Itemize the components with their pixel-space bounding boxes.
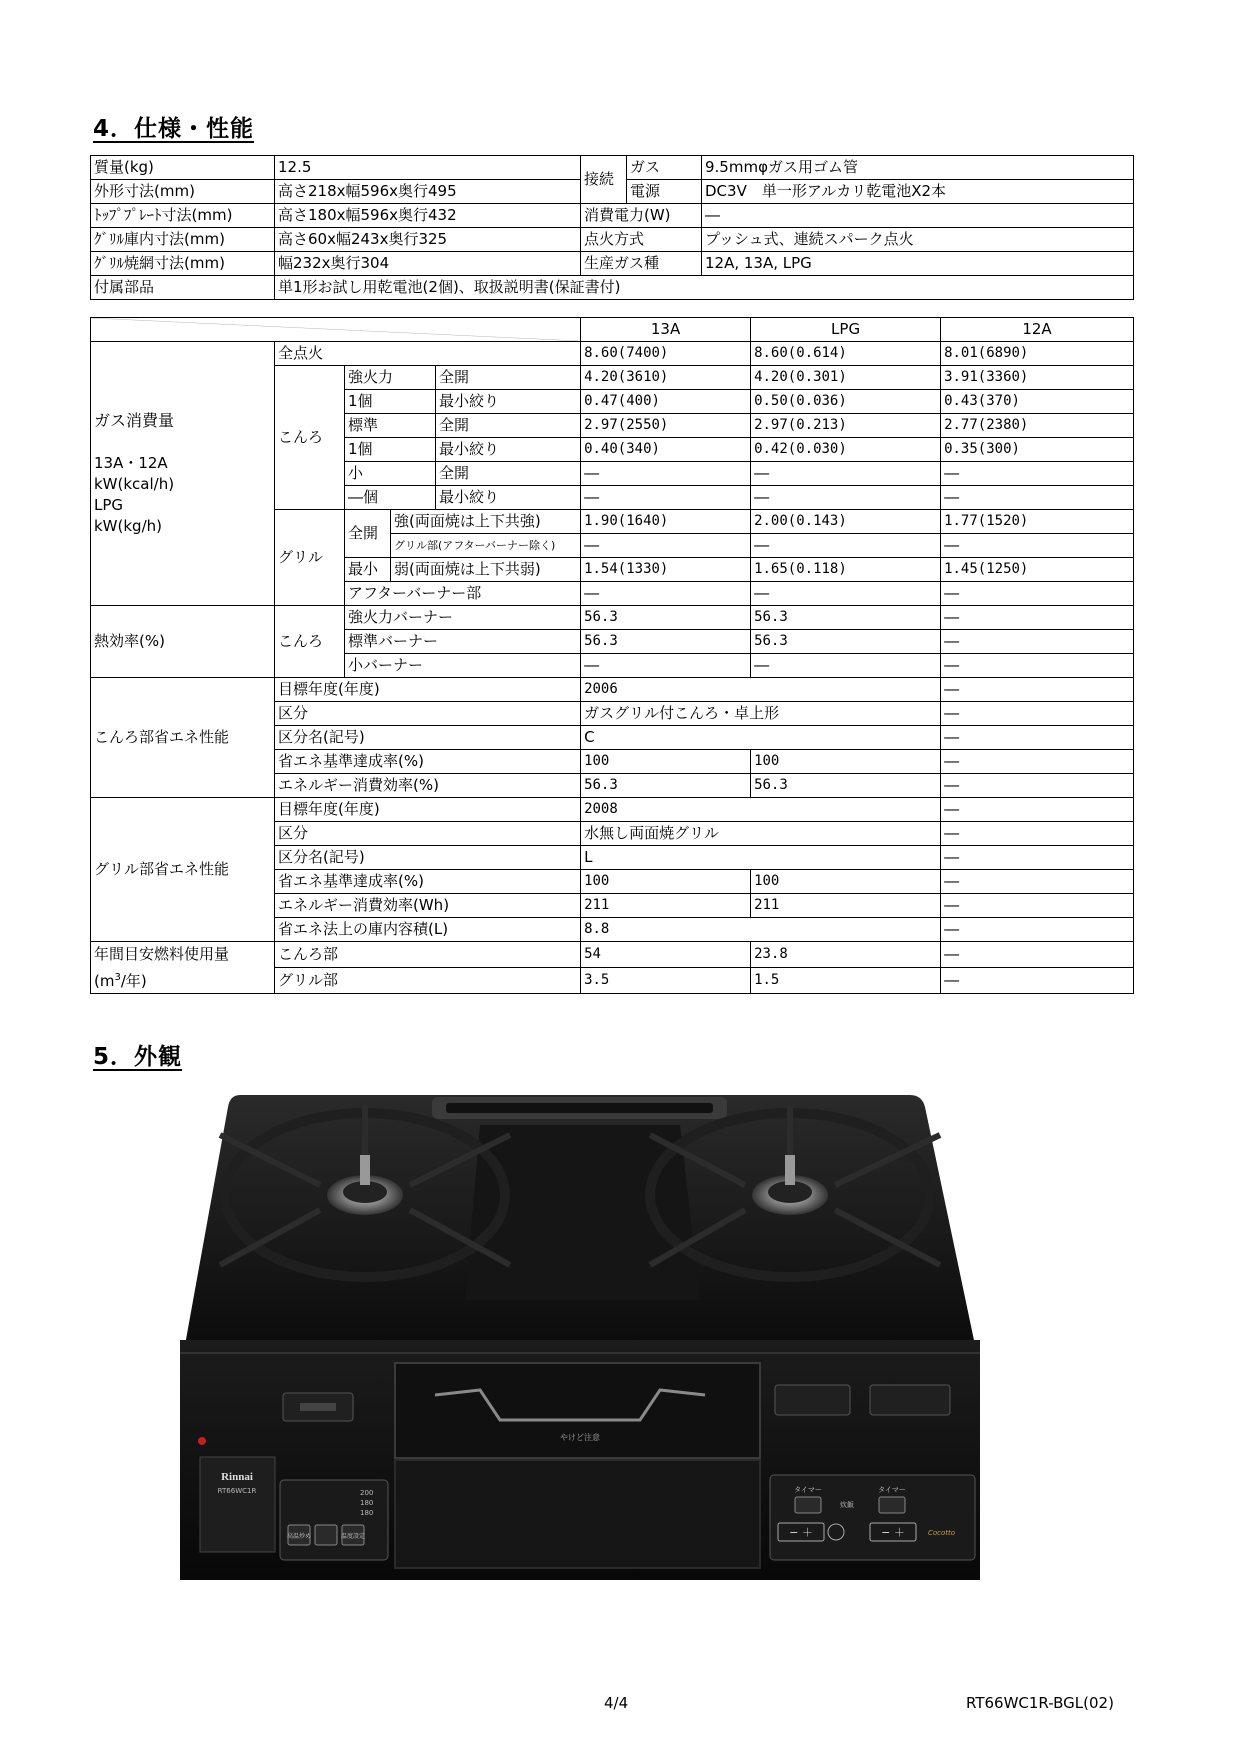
performance-table	[90, 317, 1134, 994]
row-label: 小バーナー	[345, 654, 581, 678]
grill-energy-group-title: グリル部省エネ性能	[91, 798, 275, 942]
value-merged: C	[581, 726, 941, 750]
spec-value: 高さ180x幅596x奥行432	[275, 204, 581, 228]
section-4-heading: 4．仕様・性能	[93, 116, 255, 142]
value-13a: 0.40(340)	[581, 438, 751, 462]
value-merged: 8.8	[581, 918, 941, 942]
row-label: 強火力バーナー	[345, 606, 581, 630]
value-12a: ―	[941, 486, 1134, 510]
mode-label: 最小絞り	[436, 390, 581, 414]
spec-row-grill-inner	[91, 228, 1134, 252]
spec-row-accessories	[91, 276, 1134, 300]
spec-sub-label: 電源	[627, 180, 702, 204]
grill-full-label: 全開	[345, 510, 391, 558]
section-5-heading: 5．外観	[93, 1044, 183, 1070]
spec-label: 外形寸法(mm)	[91, 180, 275, 204]
value-lpg: ―	[751, 534, 941, 558]
spec-sub-label: ガス	[627, 156, 702, 180]
grill-window	[395, 1363, 760, 1458]
thermal-row-strong	[91, 606, 1134, 630]
right-knob	[870, 1385, 950, 1415]
value-12a: ―	[941, 774, 1134, 798]
grill-mode-label: アフターバーナー部	[345, 582, 581, 606]
row-label: 省エネ基準達成率(%)	[275, 870, 581, 894]
value-13a: 0.47(400)	[581, 390, 751, 414]
value-merged: 水無し両面焼グリル	[581, 822, 941, 846]
spec-value: 単1形お試し用乾電池(2個)、取扱説明書(保証書付)	[275, 276, 1134, 300]
value-12a: ―	[941, 702, 1134, 726]
vent-slot	[446, 1103, 713, 1113]
burner-count: 1個	[345, 390, 436, 414]
row-label: 区分	[275, 822, 581, 846]
value-13a: 100	[581, 750, 751, 774]
value-lpg: ―	[751, 486, 941, 510]
timer-button-1	[795, 1497, 821, 1513]
value-13a: 211	[581, 894, 751, 918]
value-12a: 0.35(300)	[941, 438, 1134, 462]
value-lpg: 56.3	[751, 606, 941, 630]
burner-label: 標準	[345, 414, 436, 438]
spec-value: ―	[702, 204, 1134, 228]
value-13a: ―	[581, 486, 751, 510]
value-13a: 56.3	[581, 606, 751, 630]
temp-label-200: 200	[360, 1489, 374, 1497]
spec-value: 高さ60x幅243x奥行325	[275, 228, 581, 252]
mode-label: 全開	[436, 366, 581, 390]
value-12a: ―	[941, 726, 1134, 750]
value-13a: 3.5	[581, 968, 751, 994]
model-name: RT66WC1R	[217, 1487, 257, 1495]
burner-label: 小	[345, 462, 436, 486]
value-13a: 1.90(1640)	[581, 510, 751, 534]
gas-row-all-on	[91, 342, 1134, 366]
spec-value: プッシュ式、連続スパーク点火	[702, 228, 1134, 252]
row-label: エネルギー消費効率(Wh)	[275, 894, 581, 918]
annual-row-konro	[91, 942, 1134, 968]
cocotto-logo: Cocotto	[928, 1529, 956, 1537]
value-12a: 1.45(1250)	[941, 558, 1134, 582]
value-lpg: 56.3	[751, 774, 941, 798]
value-lpg: 4.20(0.301)	[751, 366, 941, 390]
row-label: 区分名(記号)	[275, 846, 581, 870]
grill-mode-label: グリル部(アフターバーナー除く)	[391, 534, 581, 558]
gas-unit-2: kW(kcal/h)	[94, 475, 175, 493]
annual-title-1: 年間目安燃料使用量	[94, 945, 230, 963]
value-13a: 100	[581, 870, 751, 894]
mode-label: 全開	[436, 414, 581, 438]
value-lpg: ―	[751, 582, 941, 606]
value-13a: ―	[581, 654, 751, 678]
row-label: 目標年度(年度)	[275, 798, 581, 822]
value-lpg: 56.3	[751, 630, 941, 654]
row-label: 全点火	[275, 342, 581, 366]
grill-min-label: 最小	[345, 558, 391, 582]
spec-row-grill-net	[91, 252, 1134, 276]
value-12a: ―	[941, 630, 1134, 654]
value-lpg: 100	[751, 870, 941, 894]
value-12a: ―	[941, 678, 1134, 702]
timer-label-2: タイマー	[878, 1486, 906, 1494]
row-label: こんろ部	[275, 942, 581, 968]
value-13a: 54	[581, 942, 751, 968]
value-12a: ―	[941, 846, 1134, 870]
konro-label: こんろ	[275, 366, 345, 510]
temp-label-180b: 180	[360, 1509, 374, 1517]
grill-label: グリル	[275, 510, 345, 606]
spec-row-topplate	[91, 204, 1134, 228]
mode-label: 最小絞り	[436, 486, 581, 510]
svg-text:高温炒め: 高温炒め	[286, 1533, 312, 1540]
grill-drawer	[395, 1460, 760, 1568]
row-label: 省エネ基準達成率(%)	[275, 750, 581, 774]
value-12a: 3.91(3360)	[941, 366, 1134, 390]
value-merged: 2008	[581, 798, 941, 822]
value-13a: 2.97(2550)	[581, 414, 751, 438]
value-13a: ―	[581, 582, 751, 606]
row-label: 標準バーナー	[345, 630, 581, 654]
grill-warning-text: やけど注意	[560, 1433, 600, 1442]
grill-mode-label: 強(両面焼は上下共強)	[391, 510, 581, 534]
value-13a: ―	[581, 534, 751, 558]
value-13a: 4.20(3610)	[581, 366, 751, 390]
value-13a: 8.60(7400)	[581, 342, 751, 366]
value-12a: ―	[941, 462, 1134, 486]
gas-unit-4: kW(kg/h)	[94, 517, 162, 535]
value-lpg: 1.65(0.118)	[751, 558, 941, 582]
timer-label-1: タイマー	[794, 1486, 822, 1494]
value-12a: 2.77(2380)	[941, 414, 1134, 438]
spec-label: 生産ガス種	[581, 252, 702, 276]
perf-header-row	[91, 318, 1134, 342]
annual-title-2: ($m^3/$年)	[94, 972, 147, 990]
spec-row-mass	[91, 156, 1134, 180]
value-12a: ―	[941, 822, 1134, 846]
svg-text:− ＋: − ＋	[789, 1526, 813, 1539]
spec-value: 12A, 13A, LPG	[702, 252, 1134, 276]
spec-sub-value: 9.5mmφガス用ゴム管	[702, 156, 1134, 180]
row-label: 省エネ法上の庫内容積(L)	[275, 918, 581, 942]
value-lpg: 2.00(0.143)	[751, 510, 941, 534]
indicator-light	[198, 1437, 206, 1445]
value-12a: ―	[941, 750, 1134, 774]
diagonal-line	[91, 318, 580, 341]
mode-label: 全開	[436, 462, 581, 486]
brand-name: Rinnai	[221, 1471, 253, 1483]
gas-stove-photo	[180, 1095, 990, 1580]
value-12a: ―	[941, 534, 1134, 558]
value-12a: 0.43(370)	[941, 390, 1134, 414]
spec-value: 高さ218x幅596x奥行495	[275, 180, 581, 204]
value-lpg: 1.5	[751, 968, 941, 994]
burner-label: 強火力	[345, 366, 436, 390]
grill-mode-label: 弱(両面焼は上下共弱)	[391, 558, 581, 582]
gas-unit-3: LPG	[94, 496, 124, 514]
spec-value: 幅232x奥行304	[275, 252, 581, 276]
burner-count: 1個	[345, 438, 436, 462]
document-id: RT66WC1R-BGL(02)	[966, 1694, 1114, 1712]
value-12a: ―	[941, 870, 1134, 894]
spec-label: ﾄｯﾌﾟﾌﾟﾚｰﾄ寸法(mm)	[91, 204, 275, 228]
gas-unit-1: 13A・12A	[94, 454, 168, 472]
mode-label: 最小絞り	[436, 438, 581, 462]
spec-label: 点火方式	[581, 228, 702, 252]
annual-group-title-cell	[91, 942, 275, 994]
header-lpg: LPG	[751, 318, 941, 342]
row-label: 目標年度(年度)	[275, 678, 581, 702]
row-label: 区分名(記号)	[275, 726, 581, 750]
center-knob	[775, 1385, 850, 1415]
row-label: エネルギー消費効率(%)	[275, 774, 581, 798]
temp-label-180a: 180	[360, 1499, 374, 1507]
value-lpg: 8.60(0.614)	[751, 342, 941, 366]
value-lpg: 0.50(0.036)	[751, 390, 941, 414]
value-12a: 1.77(1520)	[941, 510, 1134, 534]
row-label: 区分	[275, 702, 581, 726]
spec-sub-value: DC3V 単一形アルカリ乾電池X2本	[702, 180, 1134, 204]
value-12a: ―	[941, 582, 1134, 606]
header-12a: 12A	[941, 318, 1134, 342]
spec-value: 12.5	[275, 156, 581, 180]
spec-label: ｸﾞﾘﾙ庫内寸法(mm)	[91, 228, 275, 252]
spec-label: 質量(kg)	[91, 156, 275, 180]
value-12a: ―	[941, 942, 1134, 968]
burner-count: ―個	[345, 486, 436, 510]
value-lpg: 23.8	[751, 942, 941, 968]
svg-text:温度設定: 温度設定	[340, 1533, 366, 1540]
value-lpg: 0.42(0.030)	[751, 438, 941, 462]
thermal-group-title: 熱効率(%)	[91, 606, 275, 678]
value-12a: ―	[941, 798, 1134, 822]
value-lpg: 100	[751, 750, 941, 774]
value-lpg: 211	[751, 894, 941, 918]
spec-connection-label: 接続	[581, 156, 627, 204]
header-diagonal-cell	[91, 318, 581, 342]
value-13a: 1.54(1330)	[581, 558, 751, 582]
value-12a: ―	[941, 654, 1134, 678]
rice-label: 炊飯	[840, 1501, 854, 1509]
konro-energy-row-target	[91, 678, 1134, 702]
page-number: 4/4	[604, 1694, 629, 1712]
grill-energy-row-target	[91, 798, 1134, 822]
value-13a: 56.3	[581, 630, 751, 654]
value-12a: ―	[941, 968, 1134, 994]
value-lpg: ―	[751, 654, 941, 678]
spec-table	[90, 155, 1134, 300]
gas-group-title-cell	[91, 342, 275, 606]
value-12a: ―	[941, 918, 1134, 942]
value-merged: 2006	[581, 678, 941, 702]
value-12a: 8.01(6890)	[941, 342, 1134, 366]
spec-label: 消費電力(W)	[581, 204, 702, 228]
value-12a: ―	[941, 606, 1134, 630]
header-13a: 13A	[581, 318, 751, 342]
value-13a: 56.3	[581, 774, 751, 798]
value-merged: ガスグリル付こんろ・卓上形	[581, 702, 941, 726]
spec-label: 付属部品	[91, 276, 275, 300]
value-merged: L	[581, 846, 941, 870]
konro-label: こんろ	[275, 606, 345, 678]
spec-label: ｸﾞﾘﾙ焼網寸法(mm)	[91, 252, 275, 276]
value-lpg: 2.97(0.213)	[751, 414, 941, 438]
grill-mode-button	[315, 1525, 337, 1545]
value-lpg: ―	[751, 462, 941, 486]
konro-energy-group-title: こんろ部省エネ性能	[91, 678, 275, 798]
value-13a: ―	[581, 462, 751, 486]
value-12a: ―	[941, 894, 1134, 918]
gas-group-title: ガス消費量	[94, 411, 175, 430]
timer-button-2	[879, 1497, 905, 1513]
svg-text:− ＋: − ＋	[881, 1526, 905, 1539]
row-label: グリル部	[275, 968, 581, 994]
